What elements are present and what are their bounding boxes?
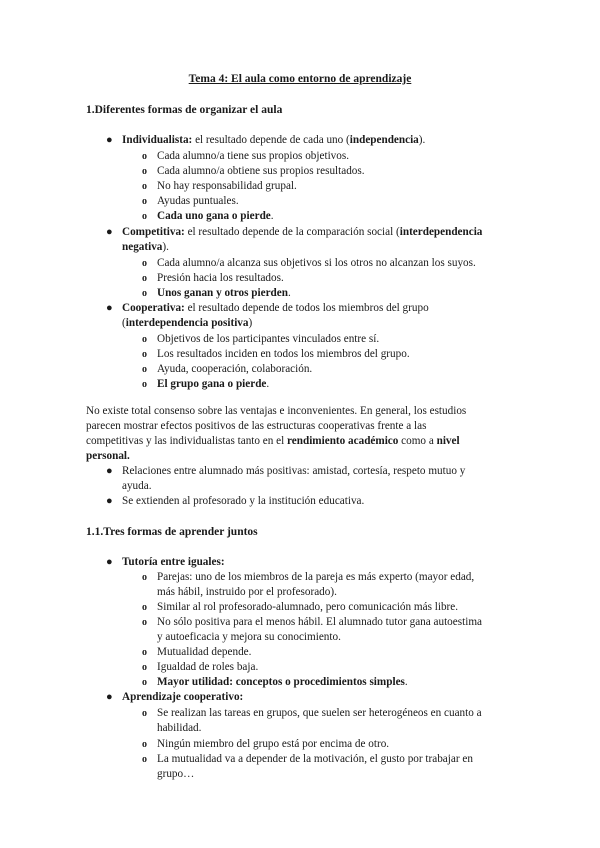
list-item: Similar al rol profesorado-alumnado, pero comunicación más libre. [157, 601, 459, 613]
paragraph-line: No existe total consenso sobre las ventajas e inconvenientes. En general, los estudios [86, 405, 467, 417]
list-item-continuation: negativa). [122, 241, 169, 253]
sub-bullet-icon: o [142, 196, 147, 207]
sub-bullet-icon: o [142, 708, 147, 719]
bullet-icon: ● [106, 691, 113, 703]
list-item-competitiva: Competitiva: el resultado depende de la comparación social (interdependencia [122, 226, 483, 238]
list-item: Mayor utilidad: conceptos o procedimientos simples. [157, 676, 408, 688]
paragraph-line: parecen mostrar efectos positivos de las estructuras cooperativas frente a las [86, 420, 427, 432]
list-item-individualista: Individualista: el resultado depende de cada uno (independencia). [122, 134, 426, 146]
list-item-continuation: ayuda. [122, 480, 152, 492]
sub-bullet-icon: o [142, 181, 147, 192]
list-item: Cada alumno/a alcanza sus objetivos si los otros no alcanzan los suyos. [157, 257, 476, 269]
list-item: Ningún miembro del grupo está por encima de otro. [157, 738, 390, 750]
sub-bullet-icon: o [142, 739, 147, 750]
bullet-icon: ● [106, 226, 113, 238]
section-heading-1: 1.Diferentes formas de organizar el aula [86, 104, 283, 116]
list-item-continuation: (interdependencia positiva) [122, 317, 253, 329]
list-item: Objetivos de los participantes vinculados entre sí. [157, 333, 380, 345]
bullet-icon: ● [106, 495, 113, 507]
sub-bullet-icon: o [142, 288, 147, 299]
sub-bullet-icon: o [142, 662, 147, 673]
list-item: Cada uno gana o pierde. [157, 210, 274, 222]
sub-bullet-icon: o [142, 273, 147, 284]
list-item-continuation: habilidad. [157, 722, 202, 734]
sub-bullet-icon: o [142, 349, 147, 360]
paragraph-line: competitivas y las individualistas tanto en el rendimiento académico como a nivel [86, 435, 460, 447]
bullet-icon: ● [106, 302, 113, 314]
list-item: Relaciones entre alumnado más positivas: amistad, cortesía, respeto mutuo y [122, 465, 466, 477]
sub-bullet-icon: o [142, 754, 147, 765]
list-item-aprendizaje-cooperativo: Aprendizaje cooperativo: [122, 691, 244, 703]
list-item: Parejas: uno de los miembros de la pareja es más experto (mayor edad, [157, 571, 475, 583]
list-item: El grupo gana o pierde. [157, 378, 270, 390]
list-item: Igualdad de roles baja. [157, 661, 259, 673]
sub-bullet-icon: o [142, 151, 147, 162]
sub-bullet-icon: o [142, 334, 147, 345]
list-item: Se realizan las tareas en grupos, que suelen ser heterogéneos en cuanto a [157, 707, 482, 719]
sub-bullet-icon: o [142, 364, 147, 375]
sub-bullet-icon: o [142, 166, 147, 177]
list-item: Presión hacia los resultados. [157, 272, 284, 284]
section-heading-2: 1.1.Tres formas de aprender juntos [86, 526, 258, 538]
page-title: Tema 4: El aula como entorno de aprendizaje [188, 73, 412, 85]
list-item: No sólo positiva para el menos hábil. El alumnado tutor gana autoestima [157, 616, 482, 628]
sub-bullet-icon: o [142, 211, 147, 222]
list-item: Unos ganan y otros pierden. [157, 287, 291, 299]
list-item-continuation: y autoeficacia y mejora su conocimiento. [157, 631, 341, 643]
list-item-continuation: grupo… [157, 768, 195, 780]
sub-bullet-icon: o [142, 677, 147, 688]
list-item: Los resultados inciden en todos los miembros del grupo. [157, 348, 410, 360]
list-item: Cada alumno/a tiene sus propios objetivos. [157, 150, 350, 162]
list-item: Ayuda, cooperación, colaboración. [157, 363, 313, 375]
list-item-continuation: más hábil, instruido por el profesorado). [157, 586, 337, 598]
list-item: Mutualidad depende. [157, 646, 252, 658]
sub-bullet-icon: o [142, 258, 147, 269]
list-item: Ayudas puntuales. [157, 195, 239, 207]
list-item: La mutualidad va a depender de la motivación, el gusto por trabajar en [157, 753, 473, 765]
sub-bullet-icon: o [142, 572, 147, 583]
bullet-icon: ● [106, 134, 113, 146]
list-item-tutoria: Tutoría entre iguales: [122, 556, 225, 568]
list-item-cooperativa: Cooperativa: el resultado depende de todos los miembros del grupo [122, 302, 429, 314]
list-item: Se extienden al profesorado y la institución educativa. [122, 495, 365, 507]
sub-bullet-icon: o [142, 379, 147, 390]
paragraph-line: personal. [86, 450, 130, 462]
bullet-icon: ● [106, 465, 113, 477]
bullet-icon: ● [106, 556, 113, 568]
list-item: No hay responsabilidad grupal. [157, 180, 297, 192]
sub-bullet-icon: o [142, 602, 147, 613]
list-item: Cada alumno/a obtiene sus propios resultados. [157, 165, 365, 177]
sub-bullet-icon: o [142, 617, 147, 628]
sub-bullet-icon: o [142, 647, 147, 658]
